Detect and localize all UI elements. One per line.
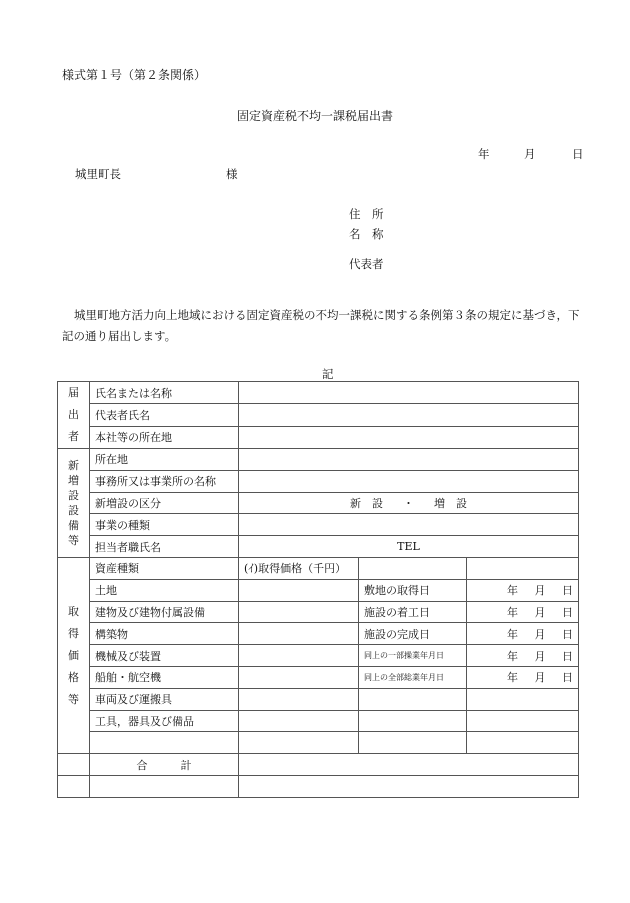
empty-cell — [359, 710, 467, 732]
business-type-field[interactable] — [239, 514, 579, 536]
price-field[interactable] — [239, 688, 359, 710]
choice-expand[interactable]: 増 設 — [434, 496, 468, 510]
row-label: 氏名または名称 — [90, 382, 239, 404]
date-label: 施設の完成日 — [359, 623, 467, 645]
total-label: 合 計 — [90, 754, 239, 776]
date-field[interactable]: 年 月 日 — [467, 579, 579, 601]
row-label: 事業の種類 — [90, 514, 239, 536]
table-row — [58, 754, 579, 776]
date-field[interactable]: 年 月 日 — [467, 601, 579, 623]
asset-name: 船舶・航空機 — [90, 666, 239, 688]
office-name-field[interactable] — [239, 470, 579, 492]
table-row — [58, 557, 579, 579]
empty-cell — [359, 732, 467, 754]
date-day-label: 日 — [572, 147, 584, 161]
name-label: 名 称 — [349, 227, 384, 241]
table-row — [58, 710, 579, 732]
table-row — [58, 470, 579, 492]
table-row — [58, 536, 579, 558]
notifier-name-field[interactable] — [239, 382, 579, 404]
table-row — [58, 426, 579, 448]
ki-heading: 記 — [322, 367, 334, 381]
date-label: 敷地の取得日 — [359, 579, 467, 601]
table-row — [58, 623, 579, 645]
row-label: 代表者氏名 — [90, 404, 239, 426]
choice-separator: ・ — [403, 496, 415, 510]
empty-cell — [239, 775, 579, 797]
row-label: 本社等の所在地 — [90, 426, 239, 448]
date-field[interactable]: 年 月 日 — [467, 666, 579, 688]
table-row — [58, 492, 579, 514]
row-label: 所在地 — [90, 449, 239, 471]
table-row — [58, 666, 579, 688]
empty-cell — [58, 775, 90, 797]
date-month-label: 月 — [524, 147, 536, 161]
asset-name[interactable] — [90, 732, 239, 754]
date-field[interactable]: 年 月 日 — [467, 623, 579, 645]
asset-name: 車両及び運搬具 — [90, 688, 239, 710]
price-field[interactable] — [239, 579, 359, 601]
asset-name: 建物及び建物付属設備 — [90, 601, 239, 623]
table-row — [58, 601, 579, 623]
price-field[interactable] — [239, 645, 359, 667]
price-field[interactable] — [239, 601, 359, 623]
price-field[interactable] — [239, 710, 359, 732]
table-row — [58, 645, 579, 667]
table-row — [58, 382, 579, 404]
table-row — [58, 732, 579, 754]
table-row — [58, 579, 579, 601]
address-label: 住 所 — [349, 207, 384, 221]
row-label: 事務所又は事業所の名称 — [90, 470, 239, 492]
table-row — [58, 775, 579, 797]
head-office-address-field[interactable] — [239, 426, 579, 448]
asset-name: 土地 — [90, 579, 239, 601]
row-label: 担当者職氏名 — [90, 536, 239, 558]
empty-cell — [467, 732, 579, 754]
addressee: 城里町長 — [75, 167, 121, 181]
honorific: 様 — [226, 167, 238, 181]
tel-label: TEL — [397, 540, 420, 554]
asset-type-header: 資産種類 — [90, 557, 239, 579]
asset-name: 構築物 — [90, 623, 239, 645]
date-label: 同上の全部総業年月日 — [359, 666, 467, 688]
empty-cell — [58, 754, 90, 776]
section-new-facility: 新 増 設 設 備 等 — [58, 449, 90, 558]
row-label: 新増設の区分 — [90, 492, 239, 514]
body-text: 城里町地方活力向上地域における固定資産税の不均一課税に関する条例第３条の規定に基づき，下記の通り届出します。 — [62, 308, 580, 343]
table-row — [58, 404, 579, 426]
asset-name: 工具，器具及び備品 — [90, 710, 239, 732]
price-field[interactable] — [239, 623, 359, 645]
table-row — [58, 449, 579, 471]
notification-table — [57, 381, 579, 798]
date-label: 同上の一部操業年月日 — [359, 645, 467, 667]
section-acquisition: 取 得 価 格 等 — [58, 557, 90, 753]
empty-cell — [90, 775, 239, 797]
total-field[interactable] — [239, 754, 579, 776]
expansion-type-choice[interactable] — [239, 492, 579, 514]
date-field[interactable]: 年 月 日 — [467, 645, 579, 667]
date-year-label: 年 — [478, 147, 490, 161]
form-number: 様式第１号（第２条関係） — [62, 68, 207, 82]
choice-new[interactable]: 新 設 — [350, 496, 384, 510]
table-row — [58, 688, 579, 710]
document-title: 固定資産税不均一課税届出書 — [236, 109, 393, 123]
empty-cell — [467, 710, 579, 732]
representative-name-field[interactable] — [239, 404, 579, 426]
acquisition-price-header: (ｲ)取得価格（千円） — [239, 557, 359, 579]
facility-location-field[interactable] — [239, 449, 579, 471]
price-field[interactable] — [239, 732, 359, 754]
asset-name: 機械及び装置 — [90, 645, 239, 667]
section-notifier: 届 出 者 — [58, 382, 90, 449]
price-field[interactable] — [239, 666, 359, 688]
date-label: 施設の着工日 — [359, 601, 467, 623]
header-empty — [467, 557, 579, 579]
empty-cell — [467, 688, 579, 710]
header-empty — [359, 557, 467, 579]
contact-tel-field[interactable] — [239, 536, 579, 558]
representative-label: 代表者 — [349, 257, 384, 271]
empty-cell — [359, 688, 467, 710]
table-row — [58, 514, 579, 536]
